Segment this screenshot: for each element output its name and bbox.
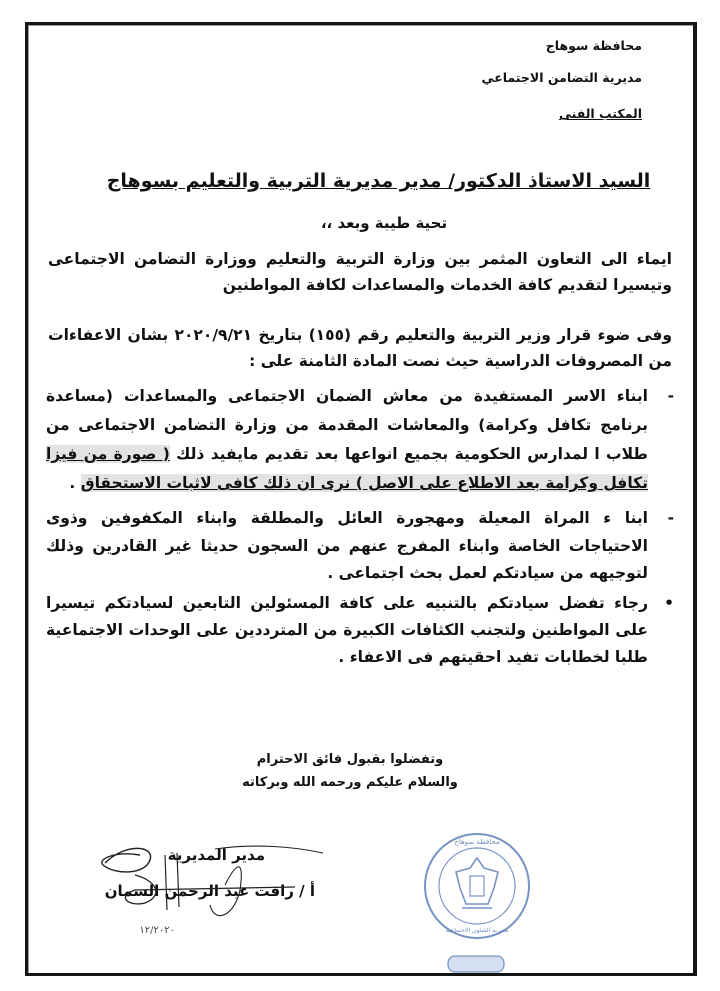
seal-top-text: محافظة سوهاج	[454, 838, 500, 846]
bullet-1-text: ابناء الاسر المستفيدة من معاش الضمان الاجتماعى والمساعدات (مساعدة برنامج تكافل وكرامة) والمعاشات المقدمة من وزارة التضامن الاجتماعى من طلاب ا لمدارس الحكومية بجميع انواعها بعد تقديم مايفيد ذلك	[46, 387, 648, 463]
paragraph-intro: ايماء الى التعاون المثمر بين وزارة التربية والتعليم ووزارة التضامن الاجتماعى وتيسيرا لتقديم كافة الخدمات والمساعدات لكافة المواطنين	[48, 250, 672, 294]
seal-bottom-text: مديرية الشئون الاجتماعية	[445, 927, 509, 934]
dash-bullet-icon: -	[667, 387, 674, 405]
dash-bullet-icon: -	[667, 509, 674, 527]
header-governorate: محافظة سوهاج	[545, 38, 642, 53]
bullet-item-1	[46, 382, 676, 498]
official-seal-icon	[418, 818, 536, 978]
bullet-item-3	[46, 590, 676, 671]
closing-salutation: والسلام عليكم ورحمه الله وبركاته	[242, 775, 458, 790]
header-directorate: مديرية التضامن الاجتماعي	[481, 70, 642, 85]
dot-bullet-icon: •	[664, 594, 674, 612]
signature-title: مدير المديرية	[167, 846, 265, 864]
signature-name: أ / رافت عبد الرحمن السمان	[104, 882, 315, 900]
bullet-3-text: رجاء تفضل سيادتكم بالتنبيه على كافة المسئولين التابعين لسيادتكم تيسيرا على المواطنين ولتجنب الكثافات الكبيرة من المترددين على الوحدات الاجتماعية طلبا لخطابات تفيد احقيتهم فى الاعفاء .	[46, 594, 648, 666]
bullet-2-text: ابنا ء المراة المعيلة ومهجورة العائل والمطلقة وابناء المكفوفين وذوى الاحتياجات الخاصة وابناء المفرج عنهم من السجون حديثا غير القادرين وذلك لتوجيهه من سيادتكم لعمل بحث اجتماعى .	[46, 509, 648, 582]
bullet-1-end: .	[69, 474, 81, 492]
bullet-item-2	[46, 505, 676, 588]
handwritten-date: ١٢/٢٠٢٠	[139, 925, 175, 935]
addressee-line: السيد الاستاذ الدكتور/ مدير مديرية التربية والتعليم بسوهاج	[106, 170, 651, 192]
closing-respect: وتفضلوا بقبول فائق الاحترام	[256, 752, 444, 767]
paragraph-decision: وفى ضوء قرار وزير التربية والتعليم رقم (١٥٥) بتاريخ ٢٠٢٠/٩/٢١ بشان الاعفاءات من المصروفات الدراسية حيث نصت المادة الثامنة على :	[48, 326, 672, 370]
greeting: تحية طيبة وبعد ،،	[320, 214, 448, 232]
bullet-1-highlighted-text: ( صورة من فيزا تكافل وكرامة بعد الاطلاع على الاصل ) نرى ان ذلك كافى لاثبات الاستحقاق	[46, 445, 648, 492]
header-office: المكتب الفنى	[558, 106, 642, 121]
